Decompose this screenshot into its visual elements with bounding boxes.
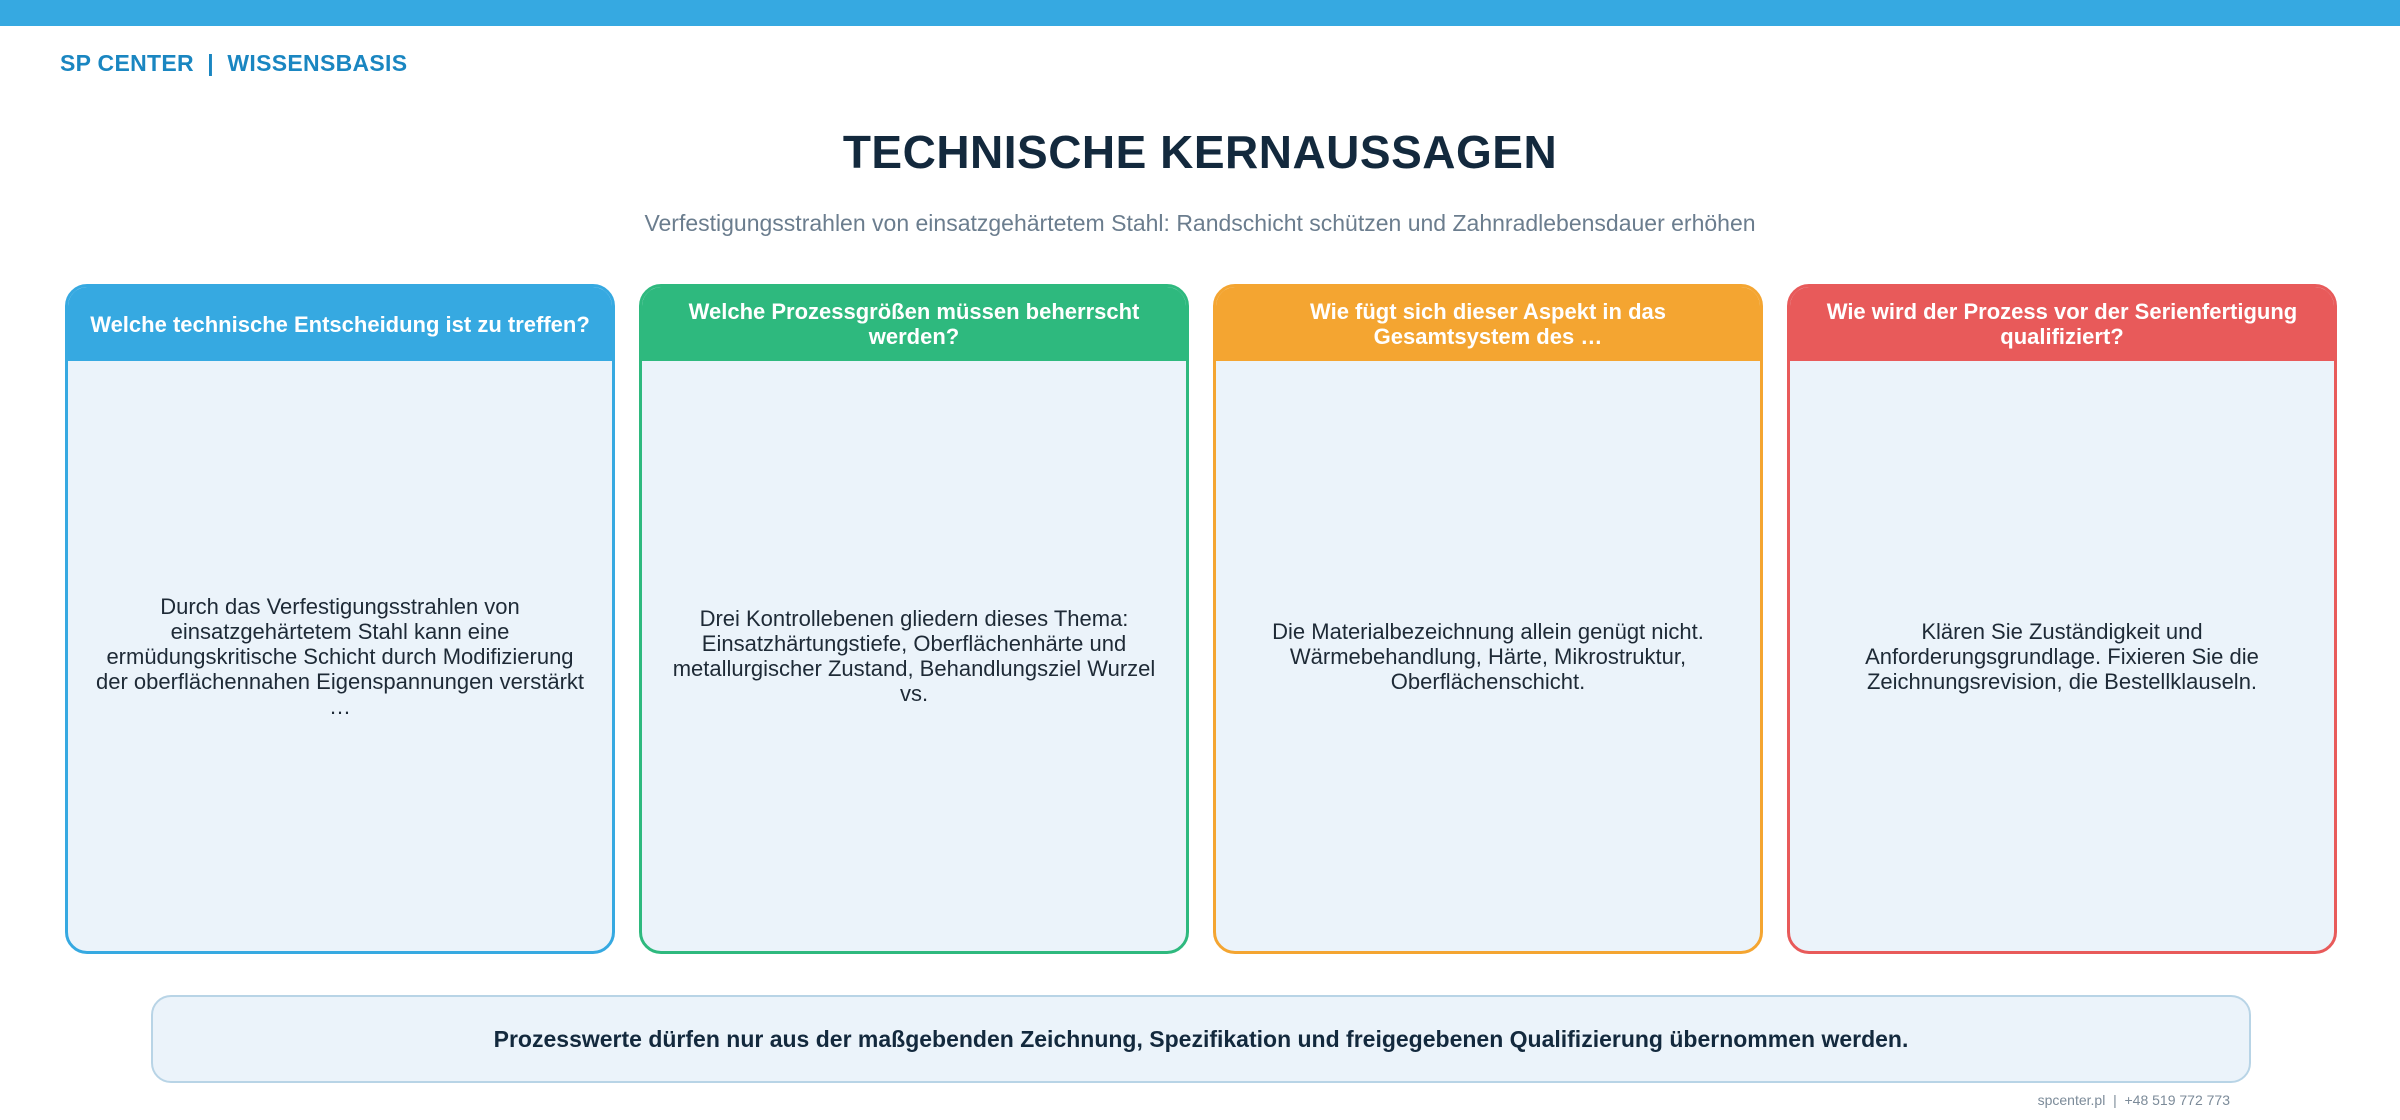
brand-header: SP CENTER | WISSENSBASIS: [60, 50, 408, 76]
question-cards: [65, 284, 2335, 952]
card-heading: Wie fügt sich dieser Aspekt in das Gesamtsystem des …: [1216, 287, 1760, 361]
card-body: Durch das Verfestigungsstrahlen von einsatzgehärtetem Stahl kann eine ermüdungskritische Schicht durch Modifizierung der oberflächennahen Eigenspannungen verstärkt …: [95, 593, 585, 719]
card-system-integration: [1213, 284, 1763, 954]
card-qualification: [1787, 284, 2337, 954]
key-note: [151, 995, 2251, 1083]
card-body: Drei Kontrollebenen gliedern dieses Thema: Einsatzhärtungstiefe, Oberflächenhärte und metallurgischer Zustand, Behandlungsziel Wurzel vs.: [672, 606, 1156, 706]
card-body: Klären Sie Zuständigkeit und Anforderungsgrundlage. Fixieren Sie die Zeichnungsrevision, die Bestellklauseln.: [1865, 618, 2259, 694]
card-body: Die Materialbezeichnung allein genügt nicht. Wärmebehandlung, Härte, Mikrostruktur, Oberflächenschicht.: [1272, 618, 1704, 694]
card-heading: Wie wird der Prozess vor der Serienfertigung qualifiziert?: [1790, 287, 2334, 361]
footer-contact: spcenter.pl | +48 519 772 773: [2037, 1092, 2230, 1108]
card-technical-decision: [65, 284, 615, 954]
top-accent-bar: [0, 0, 2400, 26]
page-subtitle: Verfestigungsstrahlen von einsatzgehärtetem Stahl: Randschicht schützen und Zahnradlebensdauer erhöhen: [644, 210, 1756, 236]
card-heading: Welche technische Entscheidung ist zu treffen?: [68, 287, 612, 361]
card-process-variables: [639, 284, 1189, 954]
page-title: TECHNISCHE KERNAUSSAGEN: [842, 126, 1558, 178]
card-heading: Welche Prozessgrößen müssen beherrscht werden?: [642, 287, 1186, 361]
key-note-text: Prozesswerte dürfen nur aus der maßgebenden Zeichnung, Spezifikation und freigegebenen Qualifizierung übernommen werden.: [493, 1025, 1909, 1052]
